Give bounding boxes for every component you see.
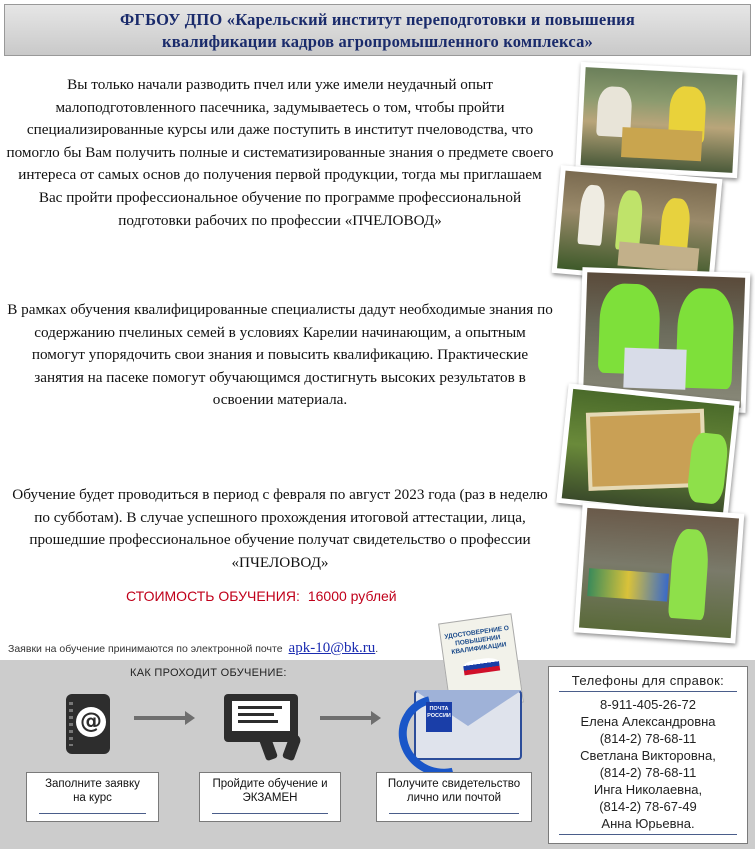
step-certificate-line2: лично или почтой [406, 792, 502, 804]
photo-honey-frame [556, 383, 740, 520]
step-exam-line1: Пройдите обучение и [212, 778, 328, 790]
post-logo: ПОЧТА РОССИИ [426, 702, 452, 732]
contact-name: Елена Александровна [580, 714, 716, 729]
phones-box [548, 666, 748, 844]
step-apply [26, 772, 159, 822]
price-amount: 16000 рублей [307, 588, 397, 604]
notebook-at-icon: @ [66, 694, 110, 754]
header-title-line1: ФГБОУ ДПО «Карельский институт переподготовки и повышения [120, 10, 635, 29]
step-certificate-line1: Получите свидетельство [387, 778, 521, 790]
email-instruction [8, 640, 378, 657]
page-header [4, 4, 751, 56]
photo-beekeeper-cheering [574, 503, 745, 644]
envelope-icon [398, 672, 522, 762]
step-exam-line2: ЭКЗАМЕН [242, 792, 298, 804]
arrow-right-icon [320, 716, 372, 720]
email-suffix: . [375, 643, 379, 655]
phone-number: (814-2) 78-68-11 [599, 765, 697, 780]
phones-title: Телефоны для справок: [571, 673, 725, 688]
email-link[interactable]: apk-10@bk.ru [288, 640, 376, 656]
steps-title: КАК ПРОХОДИТ ОБУЧЕНИЕ: [130, 667, 287, 679]
phone-number: (814-2) 78-68-11 [599, 731, 697, 746]
step-apply-line1: Заполните заявку [45, 778, 140, 790]
price-label: СТОИМОСТЬ ОБУЧЕНИЯ: [126, 588, 300, 604]
contact-name: Инга Николаевна, [593, 782, 703, 797]
photo-beekeepers-hives [575, 62, 742, 178]
certificate-caption: УДОСТОВЕРЕНИЕ О ПОВЫШЕНИИ КВАЛИФИКАЦИИ [444, 624, 510, 656]
price-line [126, 588, 397, 604]
header-title-line2: квалификации кадров агропромышленного комплекса» [162, 32, 593, 51]
phone-number: 8-911-405-26-72 [600, 697, 696, 712]
hands-icon [262, 730, 306, 766]
contact-name: Светлана Викторовна, [580, 748, 716, 763]
phone-number: (814-2) 78-67-49 [599, 799, 697, 814]
intro-paragraph: Вы только начали разводить пчел или уже имели неудачный опыт малоподготовленного пасечника, задумываетесь о том, чтобы пройти специализированные курсы или даже поступить в институт пчеловодства, что помогло бы Вам получить полные и систематизированные знания о предмете своего интереса от самых основ до получения первой продукции, тогда мы приглашаем Вас пройти профессиональное обучение по программе профессиональной подготовки рабочих по профессии «ПЧЕЛОВОД» [6, 76, 554, 229]
contact-name: Анна Юрьевна. [601, 816, 695, 831]
training-paragraph: В рамках обучения квалифицированные специалисты дадут необходимые знания по содержанию пчелиных семей в условиях Карелии начинающим, а опытным помогут упорядочить свои знания и повысить квалификацию. Практические занятия на пасеке помогут обучающимся достигнуть высоких результатов в освоении материала. [7, 301, 553, 409]
email-instruction-text: Заявки на обучение принимаются по электронной почте [8, 643, 283, 655]
arrow-right-icon [134, 716, 186, 720]
step-exam [199, 772, 341, 822]
schedule-paragraph: Обучение будет проводиться в период с февраля по август 2023 года (раз в неделю по субботам). В случае успешного прохождения итоговой аттестации, лица, прошедшие профессиональное обучение получат свидетельство о профессии «ПЧЕЛОВОД» [12, 486, 548, 571]
step-certificate [376, 772, 532, 822]
step-apply-line2: на курс [73, 792, 112, 804]
